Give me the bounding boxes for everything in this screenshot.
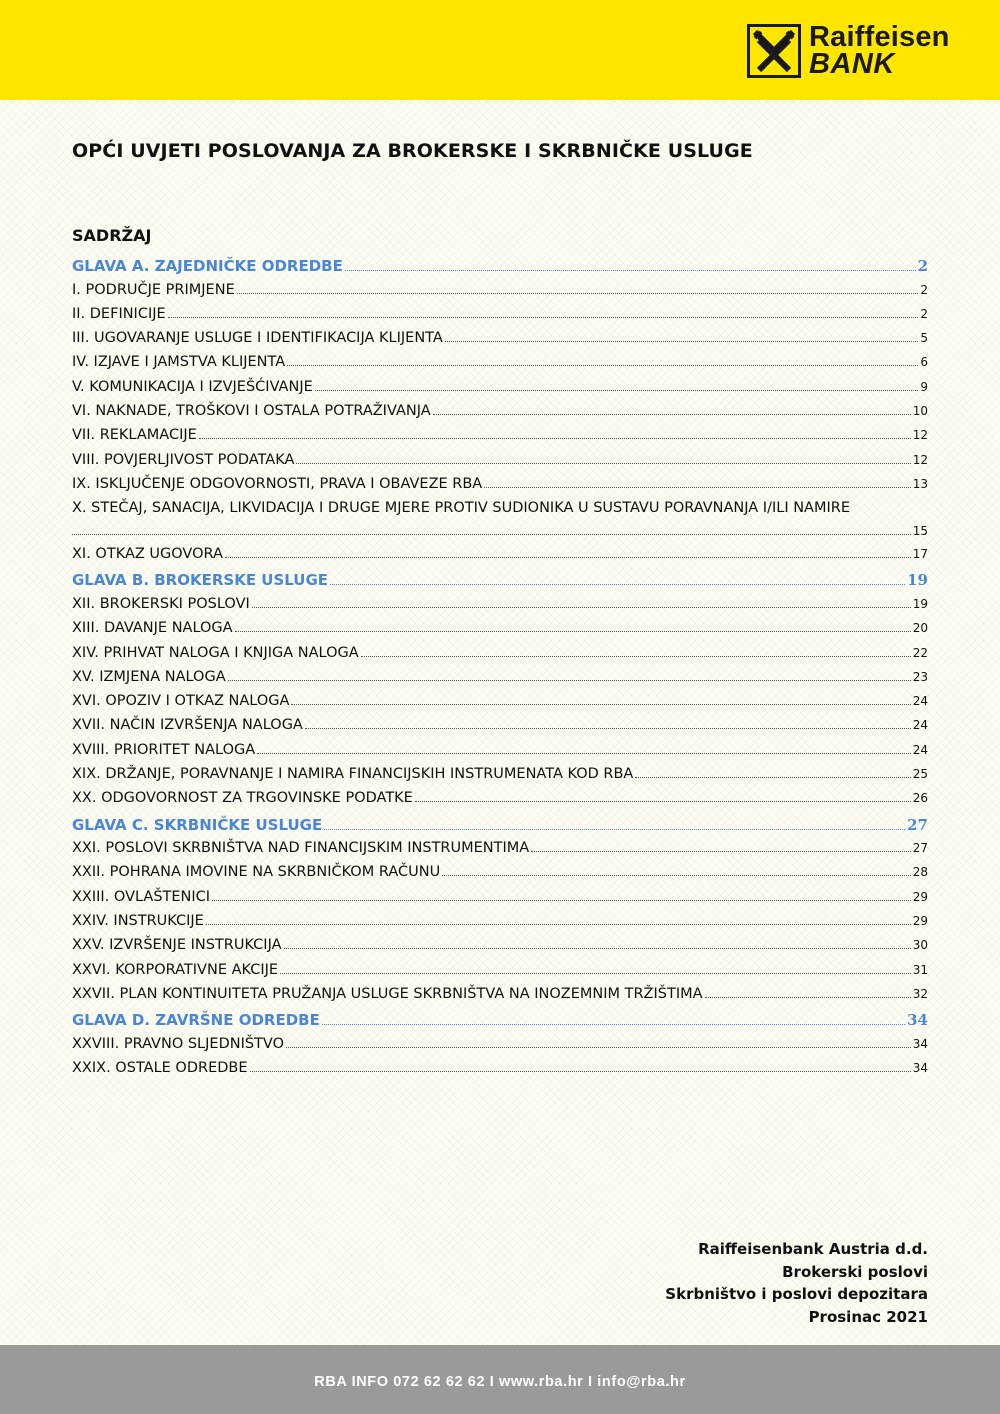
toc-page-number: 2 — [920, 282, 928, 297]
toc-leader-dots — [345, 270, 916, 271]
toc-entry-link[interactable] — [72, 962, 928, 986]
toc-entry-link[interactable] — [72, 889, 928, 913]
toc-entry-link[interactable] — [72, 354, 928, 378]
toc-label: VI. NAKNADE, TROŠKOVI I OSTALA POTRAŽIVANJA — [72, 402, 431, 419]
toc-chapter-link[interactable] — [72, 257, 928, 282]
toc-leader-dots — [635, 777, 910, 778]
table-of-contents — [72, 257, 928, 1084]
toc-entry-link[interactable] — [72, 693, 928, 717]
toc-page-number: 28 — [912, 865, 928, 880]
toc-label: XXV. IZVRŠENJE INSTRUKCIJA — [72, 937, 282, 954]
toc-page-number: 6 — [920, 355, 928, 370]
footer-info-department: Brokerski poslovi — [782, 1262, 928, 1281]
toc-entry-link[interactable] — [72, 546, 928, 570]
toc-page-number: 30 — [912, 938, 928, 953]
logo-wordmark-line1: Raiffeisen — [809, 21, 950, 53]
toc-chapter-link[interactable] — [72, 816, 928, 841]
toc-label: I. PODRUČJE PRIMJENE — [72, 281, 235, 298]
toc-entry-link[interactable] — [72, 476, 928, 500]
toc-entry-link[interactable] — [72, 742, 928, 766]
toc-page-number: 9 — [920, 379, 928, 394]
raiffeisen-logo — [747, 22, 950, 80]
document-title: OPĆI UVJETI POSLOVANJA ZA BROKERSKE I SKRBNIČKE USLUGE — [72, 140, 753, 162]
toc-page-number: 10 — [912, 403, 928, 418]
toc-page-number: 19 — [907, 571, 928, 590]
toc-chapter-link[interactable] — [72, 1011, 928, 1036]
toc-entry-link[interactable] — [72, 986, 928, 1010]
toc-page-number: 20 — [912, 621, 928, 636]
raiffeisen-gable-cross-icon — [747, 24, 801, 78]
toc-leader-dots — [531, 851, 911, 852]
toc-leader-dots — [415, 801, 911, 802]
toc-leader-dots — [322, 1024, 905, 1025]
toc-leader-dots — [212, 900, 911, 901]
toc-label: XVII. NAČIN IZVRŠENJA NALOGA — [72, 717, 303, 734]
toc-page-number: 32 — [912, 986, 928, 1001]
footer-info-bank: Raiffeisenbank Austria d.d. — [698, 1240, 928, 1258]
toc-label: X. STEČAJ, SANACIJA, LIKVIDACIJA I DRUGE MJERE PROTIV SUDIONIKA U SUSTAVU PORAVNANJA I/ILI NAMIRE — [72, 500, 850, 517]
toc-leader-dots — [484, 487, 911, 488]
toc-label: XXII. POHRANA IMOVINE NA SKRBNIČKOM RAČUNU — [72, 864, 441, 881]
toc-leader-dots — [315, 390, 919, 391]
toc-label: XII. BROKERSKI POSLOVI — [72, 595, 250, 612]
toc-label: XV. IZMJENA NALOGA — [72, 668, 226, 685]
toc-page-number: 17 — [912, 547, 928, 562]
toc-leader-dots — [445, 341, 919, 342]
toc-leader-dots — [305, 728, 911, 729]
toc-label: IV. IZJAVE I JAMSTVA KLIJENTA — [72, 354, 286, 371]
toc-page-number: 13 — [912, 476, 928, 491]
toc-label: IX. ISKLJUČENJE ODGOVORNOSTI, PRAVA I OBAVEZE RBA — [72, 475, 483, 492]
toc-entry-link[interactable] — [72, 379, 928, 403]
toc-page-number: 24 — [912, 742, 928, 757]
toc-label: GLAVA B. BROKERSKE USLUGE — [72, 571, 329, 590]
toc-label: XX. ODGOVORNOST ZA TRGOVINSKE PODATKE — [72, 790, 413, 807]
toc-leader-dots — [228, 680, 911, 681]
toc-label: XI. OTKAZ UGOVORA — [72, 546, 223, 563]
toc-leader-dots — [280, 973, 911, 974]
toc-leader-dots — [284, 948, 911, 949]
toc-page-number: 2 — [917, 257, 928, 275]
toc-page-number: 24 — [912, 694, 928, 709]
toc-label: XVIII. PRIORITET NALOGA — [72, 741, 256, 758]
toc-label: VII. REKLAMACIJE — [72, 427, 197, 444]
toc-label: XXVII. PLAN KONTINUITETA PRUŽANJA USLUGE SKRBNIŠTVA NA INOZEMNIM TRŽIŠTIMA — [72, 985, 703, 1002]
toc-chapter-link[interactable] — [72, 571, 928, 596]
toc-leader-dots — [291, 704, 910, 705]
toc-leader-dots — [252, 607, 911, 608]
toc-page-number: 26 — [912, 791, 928, 806]
logo-wordmark-line2: BANK — [809, 48, 895, 80]
toc-entry-link[interactable] — [72, 1060, 928, 1084]
footer-info — [665, 1238, 928, 1328]
toc-page-number: 15 — [912, 524, 928, 539]
toc-label: GLAVA A. ZAJEDNIČKE ODREDBE — [72, 257, 343, 275]
toc-entry-link[interactable] — [72, 427, 928, 451]
toc-label: VIII. POVJERLJIVOST PODATAKA — [72, 451, 295, 468]
toc-label: XIV. PRIHVAT NALOGA I KNJIGA NALOGA — [72, 644, 359, 661]
toc-page-number: 25 — [912, 767, 928, 782]
toc-page-number: 34 — [912, 1061, 928, 1076]
footer-info-date: Prosinac 2021 — [808, 1307, 928, 1326]
toc-page-number: 5 — [920, 331, 928, 346]
toc-label: GLAVA C. SKRBNIČKE USLUGE — [72, 815, 323, 834]
toc-entry-link[interactable] — [72, 330, 928, 354]
toc-page-number: 34 — [907, 1011, 928, 1030]
toc-entry-link[interactable] — [72, 669, 928, 693]
toc-leader-dots — [72, 534, 911, 535]
toc-label: XXVIII. PRAVNO SLJEDNIŠTVO — [72, 1035, 284, 1052]
footer-contact: RBA INFO 072 62 62 62 I www.rba.hr I info@rba.hr — [314, 1374, 686, 1390]
toc-entry-link[interactable] — [72, 306, 928, 330]
toc-entry-link[interactable] — [72, 282, 928, 306]
toc-page-number: 22 — [912, 645, 928, 660]
toc-leader-dots — [199, 438, 911, 439]
toc-leader-dots — [287, 365, 918, 366]
toc-label: XXVI. KORPORATIVNE AKCIJE — [72, 961, 279, 978]
toc-entry-link[interactable] — [72, 596, 928, 620]
toc-entry-link[interactable] — [72, 620, 928, 644]
toc-entry-link[interactable] — [72, 645, 928, 669]
toc-label: XXIV. INSTRUKCIJE — [72, 913, 204, 930]
toc-entry-link[interactable] — [72, 403, 928, 427]
toc-leader-dots — [250, 1071, 911, 1072]
toc-leader-dots — [330, 584, 905, 585]
toc-page-number: 31 — [912, 962, 928, 977]
toc-label: XXIX. OSTALE ODREDBE — [72, 1060, 248, 1077]
toc-entry-link[interactable] — [72, 913, 928, 937]
toc-page-number: 19 — [912, 596, 928, 611]
footer-info-service: Skrbništvo i poslovi depozitara — [665, 1285, 928, 1303]
toc-entry-link[interactable] — [72, 840, 928, 864]
toc-label: XXIII. OVLAŠTENICI — [72, 888, 211, 905]
toc-page-number: 29 — [912, 889, 928, 904]
toc-leader-dots — [361, 656, 911, 657]
toc-page-number: 12 — [912, 452, 928, 467]
toc-leader-dots — [237, 293, 919, 294]
toc-leader-dots — [705, 997, 911, 998]
toc-leader-dots — [296, 463, 910, 464]
toc-leader-dots — [442, 875, 911, 876]
toc-page-number: 2 — [920, 306, 928, 321]
header-band — [0, 0, 1000, 100]
toc-entry-link[interactable] — [72, 452, 928, 476]
toc-entry-link[interactable] — [72, 864, 928, 888]
toc-leader-dots — [168, 317, 919, 318]
toc-label: XIX. DRŽANJE, PORAVNANJE I NAMIRA FINANCIJSKIH INSTRUMENATA KOD RBA — [72, 766, 634, 783]
toc-page-number: 29 — [912, 914, 928, 929]
toc-entry-link[interactable] — [72, 766, 928, 790]
toc-page-number: 24 — [912, 718, 928, 733]
toc-label: XXI. POSLOVI SKRBNIŠTVA NAD FINANCIJSKIM INSTRUMENTIMA — [72, 840, 530, 857]
toc-leader-dots — [235, 631, 911, 632]
toc-leader-dots — [286, 1047, 911, 1048]
toc-page-number: 27 — [912, 841, 928, 856]
toc-page-number: 27 — [907, 815, 928, 834]
toc-page-number: 34 — [912, 1036, 928, 1051]
toc-label: III. UGOVARANJE USLUGE I IDENTIFIKACIJA KLIJENTA — [72, 330, 443, 347]
toc-label: XIII. DAVANJE NALOGA — [72, 620, 233, 637]
toc-leader-dots — [206, 924, 911, 925]
toc-leader-dots — [257, 753, 911, 754]
toc-entry-link[interactable] — [72, 500, 928, 546]
toc-label: II. DEFINICIJE — [72, 305, 166, 322]
toc-entry-link[interactable] — [72, 717, 928, 741]
toc-label: XVI. OPOZIV I OTKAZ NALOGA — [72, 693, 290, 710]
toc-leader-dots — [324, 829, 905, 830]
toc-leader-dots — [433, 414, 911, 415]
toc-heading: SADRŽAJ — [72, 226, 152, 245]
toc-page-number: 23 — [912, 669, 928, 684]
toc-label: GLAVA D. ZAVRŠNE ODREDBE — [72, 1011, 320, 1030]
toc-entry-link[interactable] — [72, 1036, 928, 1060]
toc-leader-dots — [225, 557, 911, 558]
toc-page-number: 12 — [912, 428, 928, 443]
toc-entry-link[interactable] — [72, 790, 928, 814]
toc-label: V. KOMUNIKACIJA I IZVJEŠĆIVANJE — [72, 378, 313, 395]
toc-entry-link[interactable] — [72, 937, 928, 961]
